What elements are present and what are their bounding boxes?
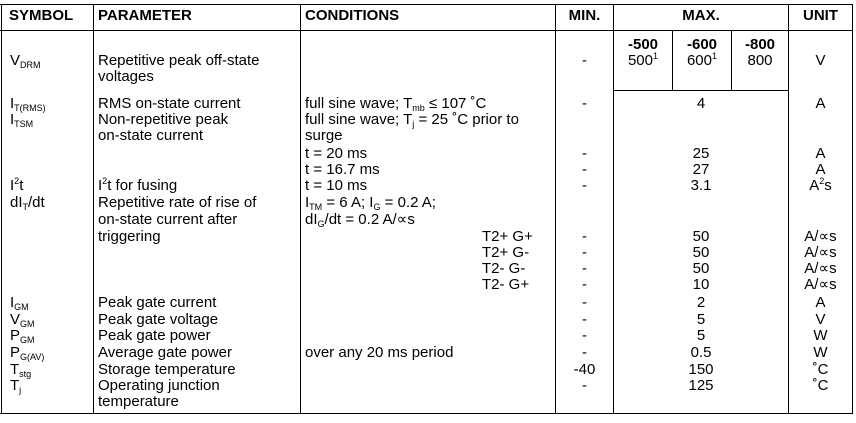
header-conditions: CONDITIONS bbox=[305, 7, 400, 24]
unit-pgm: W bbox=[813, 327, 828, 344]
cond-itsm-16ms: t = 16.7 ms bbox=[305, 161, 380, 178]
symbol-column-divider bbox=[93, 4, 94, 414]
cond-i2t: t = 10 ms bbox=[305, 177, 368, 194]
max-didt-1: 50 bbox=[692, 228, 710, 245]
symbol-didt: $dI_T/dt$ bbox=[10, 194, 45, 212]
param-tj-line2: temperature bbox=[98, 393, 179, 410]
min-vgm: - bbox=[582, 311, 587, 328]
param-pgav: Average gate power bbox=[98, 344, 232, 361]
max-pgm: 5 bbox=[696, 327, 706, 344]
max-didt-4: 10 bbox=[692, 276, 710, 293]
max-didt-2: 50 bbox=[692, 244, 710, 261]
header-bottom-border bbox=[0, 30, 853, 31]
param-tstg: Storage temperature bbox=[98, 361, 236, 378]
symbol-tj: $T_j$ bbox=[10, 377, 22, 395]
max-variant-code-600: -600 bbox=[686, 36, 718, 53]
cond-didt-line2: $dI_G/dt = 0.2$ A/∝s bbox=[305, 211, 415, 229]
param-vdrm-line2: voltages bbox=[98, 68, 154, 85]
min-didt-1: - bbox=[582, 228, 587, 245]
unit-tj: ˚C bbox=[812, 377, 829, 394]
unit-didt-3: A/∝s bbox=[804, 260, 837, 277]
max-tstg: 150 bbox=[688, 361, 714, 378]
max-didt-3: 50 bbox=[692, 260, 710, 277]
unit-igm: A bbox=[815, 294, 826, 311]
max-it-rms: 4 bbox=[696, 95, 706, 112]
min-itsm-16ms: - bbox=[582, 161, 587, 178]
header-symbol: SYMBOL bbox=[9, 7, 74, 24]
header-min: MIN. bbox=[568, 7, 601, 24]
min-pgav: - bbox=[582, 344, 587, 361]
max-pgav: 0.5 bbox=[690, 344, 712, 361]
quadrant-t2p-g-n: T2+ G- bbox=[482, 244, 530, 261]
unit-it-rms: A bbox=[815, 95, 826, 112]
param-vgm: Peak gate voltage bbox=[98, 311, 219, 328]
param-itsm-line1: Non-repetitive peak bbox=[98, 111, 229, 128]
symbol-vdrm: $V_{DRM}$ bbox=[10, 52, 41, 70]
unit-didt-2: A/∝s bbox=[804, 244, 837, 261]
table-left-border bbox=[1, 4, 2, 414]
param-didt-line3: triggering bbox=[98, 228, 161, 245]
unit-pgav: W bbox=[813, 344, 828, 361]
unit-itsm-20ms: A bbox=[815, 145, 826, 162]
header-unit: UNIT bbox=[803, 7, 838, 24]
symbol-pgav: $P_{G(AV)}$ bbox=[10, 344, 45, 362]
param-vdrm-line1: Repetitive peak off-state bbox=[98, 52, 260, 69]
cond-pgav: over any 20 ms period bbox=[305, 344, 454, 361]
min-didt-4: - bbox=[582, 276, 587, 293]
min-vdrm: - bbox=[582, 52, 587, 69]
unit-itsm-16ms: A bbox=[815, 161, 826, 178]
param-didt-line1: Repetitive rate of rise of bbox=[98, 194, 257, 211]
unit-tstg: ˚C bbox=[812, 361, 829, 378]
max-itsm-20ms: 25 bbox=[692, 145, 710, 162]
max-tj: 125 bbox=[688, 377, 714, 394]
max-variant-code-800: -800 bbox=[744, 36, 776, 53]
table-bottom-border bbox=[0, 413, 853, 414]
param-didt-line2: on-state current after bbox=[98, 211, 238, 228]
min-it-rms: - bbox=[582, 95, 587, 112]
symbol-igm: $I_{GM}$ bbox=[10, 294, 29, 312]
quadrant-t2n-g-n: T2- G- bbox=[482, 260, 526, 277]
max-variant-value-800: 800 bbox=[747, 52, 773, 69]
param-pgm: Peak gate power bbox=[98, 327, 211, 344]
max-variant-code-500: -500 bbox=[627, 36, 659, 53]
cond-it-rms: full sine wave; $T_{mb} \le 107$ ˚C bbox=[305, 95, 487, 113]
min-tj: - bbox=[582, 377, 587, 394]
max-vgm: 5 bbox=[696, 311, 706, 328]
min-i2t: - bbox=[582, 177, 587, 194]
symbol-i2t: $I^2t$ bbox=[10, 176, 24, 194]
unit-vdrm: V bbox=[815, 52, 826, 69]
symbol-it-rms: $I_{T(RMS)}$ bbox=[10, 95, 46, 113]
param-tj-line1: Operating junction bbox=[98, 377, 220, 394]
cond-didt-line1: $I_{TM} = 6$ A; $I_G = 0.2$ A; bbox=[305, 194, 436, 212]
max-variant-value-500: $500^1$ bbox=[627, 51, 659, 69]
min-didt-3: - bbox=[582, 260, 587, 277]
min-itsm-20ms: - bbox=[582, 145, 587, 162]
param-itsm-line2: on-state current bbox=[98, 127, 204, 144]
parameter-column-divider bbox=[300, 4, 301, 414]
cond-itsm-20ms: t = 20 ms bbox=[305, 145, 368, 162]
symbol-vgm: $V_{GM}$ bbox=[10, 311, 35, 329]
table-right-border bbox=[852, 4, 853, 414]
symbol-pgm: $P_{GM}$ bbox=[10, 327, 35, 345]
min-igm: - bbox=[582, 294, 587, 311]
max-igm: 2 bbox=[696, 294, 706, 311]
max-itsm-16ms: 27 bbox=[692, 161, 710, 178]
unit-vgm: V bbox=[815, 311, 826, 328]
symbol-itsm: $I_{TSM}$ bbox=[10, 111, 34, 129]
header-parameter: PARAMETER bbox=[98, 7, 192, 24]
min-pgm: - bbox=[582, 327, 587, 344]
table-top-border bbox=[0, 4, 853, 5]
max-i2t: 3.1 bbox=[690, 177, 712, 194]
param-i2t: $I^2t$ for fusing bbox=[98, 176, 178, 194]
cond-itsm-line2: surge bbox=[305, 127, 343, 144]
min-didt-2: - bbox=[582, 244, 587, 261]
unit-didt-1: A/∝s bbox=[804, 228, 837, 245]
cond-itsm: full sine wave; $T_j = 25$ ˚C prior to bbox=[305, 111, 519, 129]
max-variant-bottom-border bbox=[613, 90, 788, 91]
unit-didt-4: A/∝s bbox=[804, 276, 837, 293]
max-variant-value-600: $600^1$ bbox=[686, 51, 718, 69]
param-it-rms: RMS on-state current bbox=[98, 95, 241, 112]
min-tstg: -40 bbox=[573, 361, 596, 378]
symbol-tstg: $T_{stg}$ bbox=[10, 361, 32, 379]
unit-i2t: $A^2s$ bbox=[809, 176, 832, 194]
quadrant-t2p-g-p: T2+ G+ bbox=[482, 228, 533, 245]
quadrant-t2n-g-p: T2- G+ bbox=[482, 276, 530, 293]
param-igm: Peak gate current bbox=[98, 294, 217, 311]
header-max: MAX. bbox=[682, 7, 720, 24]
